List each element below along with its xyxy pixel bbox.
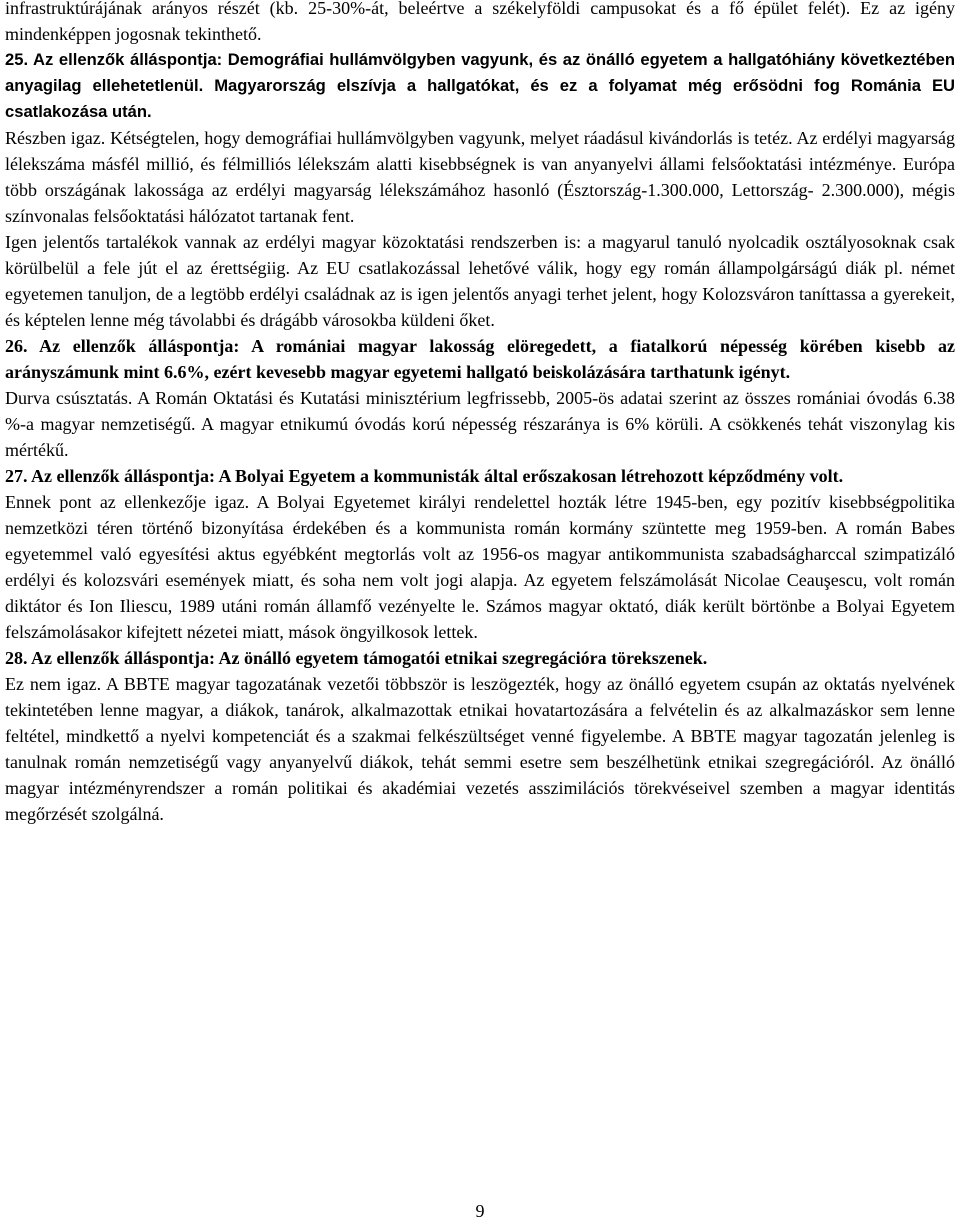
paragraph-27-body: Ennek pont az ellenkezője igaz. A Bolyai Egyetemet királyi rendelettel hozták létre 1945-ben, egy pozitív kisebbségpolitika nemzetközi téren történő bizonyítása érdekében és a kommunista román kormány szüntette meg 1959-ben. A román Babes egyetemmel való egyesítési aktus egyébként megtorlás volt az 1956-os magyar antikommunista szabadságharccal szimpatizáló erdélyi és kolozsvári események miatt, és soha nem volt jogi alapja. Az egyetem felszámolását Nicolae Ceauşescu, volt román diktátor és Ion Iliescu, 1989 utáni román államfő vezényelte le. Számos magyar oktató, diák került börtönbe a Bolyai Egyetem felszámolásakor kifejtett nézetei miatt, mások öngyilkosok lettek. bbox=[5, 492, 955, 642]
paragraph-25-body-2: Igen jelentős tartalékok vannak az erdélyi magyar közoktatási rendszerben is: a magyarul tanuló nyolcadik osztályosoknak csak körülbelül a fele jút el az érettségiig. Az EU csatlakozással lehetővé válik, hogy egy román állampolgárságú diák pl. német egyetemen tanuljon, de a legtöbb erdélyi családnak az is igen jelentős anyagi terhet jelent, hogy Kolozsváron taníttassa a gyerekeit, és képtelen lenne még távolabbi és drágább városokba küldeni őket. bbox=[5, 232, 955, 330]
heading-26: 26. Az ellenzők álláspontja: A romániai magyar lakosság elöregedett, a fiatalkorú népesség körében kisebb az arányszámunk mint 6.6%, ezért kevesebb magyar egyetemi hallgató beiskolázására tarthatunk igényt. bbox=[5, 336, 955, 382]
paragraph-25-body: Részben igaz. Kétségtelen, hogy demográfiai hullámvölgyben vagyunk, melyet ráadásul kivándorlás is tetéz. Az erdélyi magyarság lélekszáma másfél millió, és félmilliós lélekszám alatti kisebbségnek is van anyanyelvi állami felsőoktatási intézménye. Európa több országának lakossága az erdélyi magyarság lélekszámához hasonló (Észtország-1.300.000, Lettország- 2.300.000), mégis színvonalas felsőoktatási hálózatot tartanak fent. bbox=[5, 128, 955, 226]
paragraph-intro: infrastruktúrájának arányos részét (kb. 25-30%-át, beleértve a székelyföldi campusokat és a fő épület felét). Ez az igény mindenképpen jogosnak tekinthető. bbox=[5, 0, 955, 44]
heading-28: 28. Az ellenzők álláspontja: Az önálló egyetem támogatói etnikai szegregációra törekszenek. bbox=[5, 648, 708, 668]
heading-27: 27. Az ellenzők álláspontja: A Bolyai Egyetem a kommunisták által erőszakosan létrehozott képződmény volt. bbox=[5, 466, 844, 486]
document-page bbox=[5, 0, 955, 827]
page-number: 9 bbox=[475, 1201, 485, 1221]
paragraph-28-body: Ez nem igaz. A BBTE magyar tagozatának vezetői többször is leszögezték, hogy az önálló egyetem csupán az oktatás nyelvének tekintetében lenne magyar, a diákok, tanárok, alkalmazottak etnikai hovatartozására a felvételin és az alkalmazáskor sem lenne feltétel, mindkettő a nyelvi kompetenciát és a szakmai felkészültséget venné figyelembe. A BBTE magyar tagozatán jelenleg is tanulnak román nemzetiségű vagy anyanyelvű diákok, tehát semmi esetre sem beszélhetünk etnikai szegregációról. Az önálló magyar intézményrendszer a román politikai és akadémiai vezetés asszimilációs törekvéseivel szemben a magyar identitás megőrzését szolgálná. bbox=[5, 674, 955, 824]
paragraph-26-body: Durva csúsztatás. A Román Oktatási és Kutatási minisztérium legfrissebb, 2005-ös adatai szerint az összes romániai óvodás 6.38 %-a magyar nemzetiségű. A magyar etnikumú óvodás korú népesség részaránya is 6% körüli. A csökkenés tehát viszonylag kis mértékű. bbox=[5, 388, 955, 460]
heading-25: 25. Az ellenzők álláspontja: Demográfiai hullámvölgyben vagyunk, és az önálló egyetem a hallgatóhiány következtében anyagilag ellehetetlenül. Magyarország elszívja a hallgatókat, és ez a folyamat még erősödni fog Románia EU csatlakozása után. bbox=[5, 50, 955, 121]
